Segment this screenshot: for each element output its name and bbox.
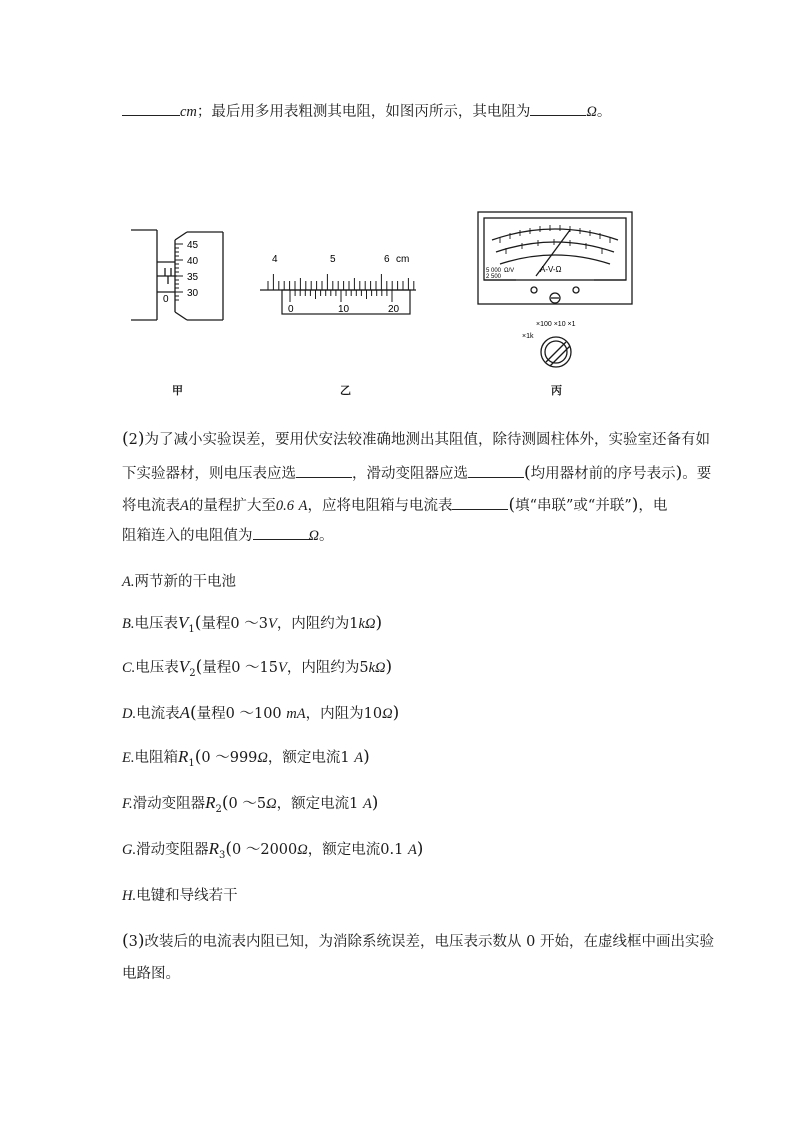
q2-text-2c: 均用器材前的序号表示	[530, 466, 676, 482]
vernier-unit: cm	[396, 254, 410, 265]
option-e-rest: ，额定电流1	[267, 750, 350, 766]
multimeter-figure	[476, 210, 636, 376]
answer-blank-rheostat	[468, 463, 524, 479]
option-e-unit: Ω	[257, 750, 268, 766]
q2-value: 0.6	[275, 498, 294, 514]
q2-text-4a: 阻箱连入的电阻值为	[122, 528, 253, 544]
micrometer-tick-45: 45	[187, 240, 199, 251]
answer-blank-length	[122, 101, 180, 117]
q2-var-a: A	[180, 498, 189, 514]
vernier-sub-10: 10	[338, 304, 350, 315]
option-c: C.电压表$V_2$(量程0 ～15V，内阻约为5kΩ)	[122, 657, 393, 679]
option-f-sub: 2	[215, 803, 222, 815]
answer-blank-voltmeter	[296, 463, 352, 479]
option-h	[122, 884, 238, 905]
option-d-range: 量程0 ～100	[196, 706, 282, 722]
option-f: F.滑动变阻器$R_2(0$ ～5Ω，额定电流1 A)	[122, 793, 379, 815]
vernier-main-5: 5	[330, 254, 336, 265]
option-f-unit2: A	[362, 796, 372, 812]
option-b-sub: 1	[188, 623, 195, 635]
q2-text-4end: 。	[319, 528, 334, 544]
q3-text-2: 电路图。	[122, 966, 180, 982]
top-line	[122, 100, 611, 121]
vernier-sub-0: 0	[288, 304, 294, 315]
unit-cm: cm	[180, 104, 197, 120]
q3-number: 3	[128, 934, 138, 950]
option-a-text: 两节新的干电池	[134, 574, 236, 590]
vernier-main-6: 6	[384, 254, 390, 265]
unit-ohm: Ω	[586, 104, 597, 120]
option-c-key: C.	[122, 660, 136, 676]
option-e-sym: R	[177, 747, 189, 766]
option-g-unit: Ω	[297, 842, 308, 858]
q2-line-2: 下实验器材，则电压表应选 ，滑动变阻器应选 (均用器材前的序号表示)。要	[122, 463, 712, 483]
option-e-range: 0 ～999	[201, 750, 258, 766]
micrometer-tick-30: 30	[187, 288, 199, 299]
multimeter-left-label-unit: Ω/V	[504, 268, 515, 274]
option-d-sym: A	[179, 703, 190, 722]
option-g-rest: ，额定电流0.1	[307, 842, 404, 858]
option-d-key: D.	[122, 706, 137, 722]
option-d-rest: ，内阻为10	[305, 706, 383, 722]
vernier-sub-20: 20	[388, 304, 400, 315]
option-b-unit2: kΩ	[358, 616, 376, 632]
option-e: E.电阻箱$R_1(0$ ～999Ω，额定电流1 A)	[122, 747, 370, 769]
option-g: G.滑动变阻器$R_3(0$ ～2000Ω，额定电流0.1 A)	[122, 839, 424, 861]
top-text: ；最后用多用表粗测其电阻，如图丙所示，其电阻为	[196, 104, 531, 120]
option-c-sym: V	[178, 657, 190, 676]
option-b: B.电压表$V_1$(量程0 ～3V，内阻约为1kΩ)	[122, 613, 383, 635]
selector-k: ×1k	[522, 333, 534, 340]
multimeter-bottom-label: 2 500	[486, 274, 502, 280]
answer-blank-box-resistance	[253, 525, 309, 541]
q2-number: 2	[128, 432, 138, 448]
option-f-key: F.	[122, 796, 133, 812]
answer-blank-resistance	[530, 101, 586, 117]
option-c-sub: 2	[189, 667, 196, 679]
q2-line-4	[122, 524, 334, 545]
option-f-unit: Ω	[266, 796, 277, 812]
q3-line-2	[122, 962, 180, 983]
caption-yi: 乙	[340, 384, 351, 397]
micrometer-tick-40: 40	[187, 256, 199, 267]
option-f-pre: 滑动变阻器	[132, 796, 206, 812]
selector-multipliers: ×100 ×10 ×1	[536, 321, 576, 328]
q2-text-3e: ，电	[638, 498, 668, 514]
option-g-sym: R	[208, 839, 219, 858]
option-a	[122, 570, 236, 591]
option-b-unit: V	[267, 616, 277, 632]
q2-line-3: 将电流表A的量程扩大至0.6 A，应将电阻箱与电流表 (填“串联”或“并联”)，电	[122, 495, 668, 515]
option-b-sym: V	[177, 613, 189, 632]
option-c-pre: 电压表	[135, 660, 179, 676]
q2-unit-ohm: Ω	[308, 528, 319, 544]
option-c-rest: ，内阻约为5	[286, 660, 369, 676]
option-h-key: H.	[122, 888, 137, 904]
q2-text-2b: ，滑动变阻器应选	[352, 466, 468, 482]
multimeter-left-label: 5 000	[486, 268, 502, 274]
answer-blank-connection	[452, 495, 508, 511]
option-d: D.电流表A(量程0 ～100 mA，内阻为10Ω)	[122, 703, 400, 723]
option-d-unit2: Ω	[382, 706, 393, 722]
q2-unit-a: A	[298, 498, 308, 514]
vernier-vernier-ticks	[290, 290, 392, 302]
option-b-pre: 电压表	[134, 616, 178, 632]
option-c-unit2: kΩ	[368, 660, 386, 676]
option-e-key: E.	[122, 750, 135, 766]
q2-text-3b: 的量程扩大至	[188, 498, 276, 514]
option-f-rest: ，额定电流1	[276, 796, 359, 812]
option-b-key: B.	[122, 616, 135, 632]
option-e-unit2: A	[354, 750, 364, 766]
option-b-rest: ，内阻约为1	[276, 616, 359, 632]
option-g-unit2: A	[407, 842, 417, 858]
q2-text-2d: 。要	[682, 466, 712, 482]
q3-line-1: (3)改装后的电流表内阻已知，为消除系统误差，电压表示数从 0 开始，在虚线框中画出实验	[122, 931, 714, 951]
q3-text-1: 改装后的电流表内阻已知，为消除系统误差，电压表示数从 0 开始，在虚线框中画出实验	[144, 934, 714, 950]
micrometer-tick-35: 35	[187, 272, 199, 283]
vernier-main-ticks	[268, 274, 414, 290]
multimeter-scale-label: A-V-Ω	[540, 265, 562, 274]
option-g-key: G.	[122, 842, 137, 858]
option-e-pre: 电阻箱	[134, 750, 178, 766]
option-a-key: A.	[122, 574, 135, 590]
option-h-text: 电键和导线若干	[136, 888, 238, 904]
option-f-sym: R	[205, 793, 216, 812]
option-c-range: 量程0 ～15	[202, 660, 278, 676]
caption-jia: 甲	[172, 384, 183, 397]
option-g-range: 0 ～2000	[232, 842, 298, 858]
option-c-unit: V	[278, 660, 287, 676]
top-end: 。	[596, 104, 612, 120]
micrometer-figure	[125, 222, 235, 334]
q2-text-3c: ，应将电阻箱与电流表	[307, 498, 453, 514]
q2-text-3a: 将电流表	[122, 498, 180, 514]
q2-text-3d: 填“串联”或“并联”	[515, 498, 632, 514]
vernier-figure	[258, 248, 418, 320]
q2-line-1: (2)为了减小实验误差，要用伏安法较准确地测出其阻值，除待测圆柱体外，实验室还备有如	[122, 429, 711, 449]
q2-text-1: 为了减小实验误差，要用伏安法较准确地测出其阻值，除待测圆柱体外，实验室还备有如	[144, 432, 711, 448]
vernier-main-4: 4	[272, 254, 278, 265]
option-d-unit: mA	[286, 706, 306, 722]
option-f-range: 0 ～5	[228, 796, 267, 812]
option-d-pre: 电流表	[136, 706, 180, 722]
caption-bing: 丙	[551, 384, 562, 397]
option-g-sub: 3	[219, 849, 226, 861]
option-b-range: 量程0 ～3	[201, 616, 268, 632]
option-e-sub: 1	[188, 757, 195, 769]
micrometer-zero: 0	[163, 294, 169, 305]
micrometer-thimble-ticks	[175, 244, 183, 300]
option-g-pre: 滑动变阻器	[136, 842, 209, 858]
q2-text-2a: 下实验器材，则电压表应选	[122, 466, 296, 482]
